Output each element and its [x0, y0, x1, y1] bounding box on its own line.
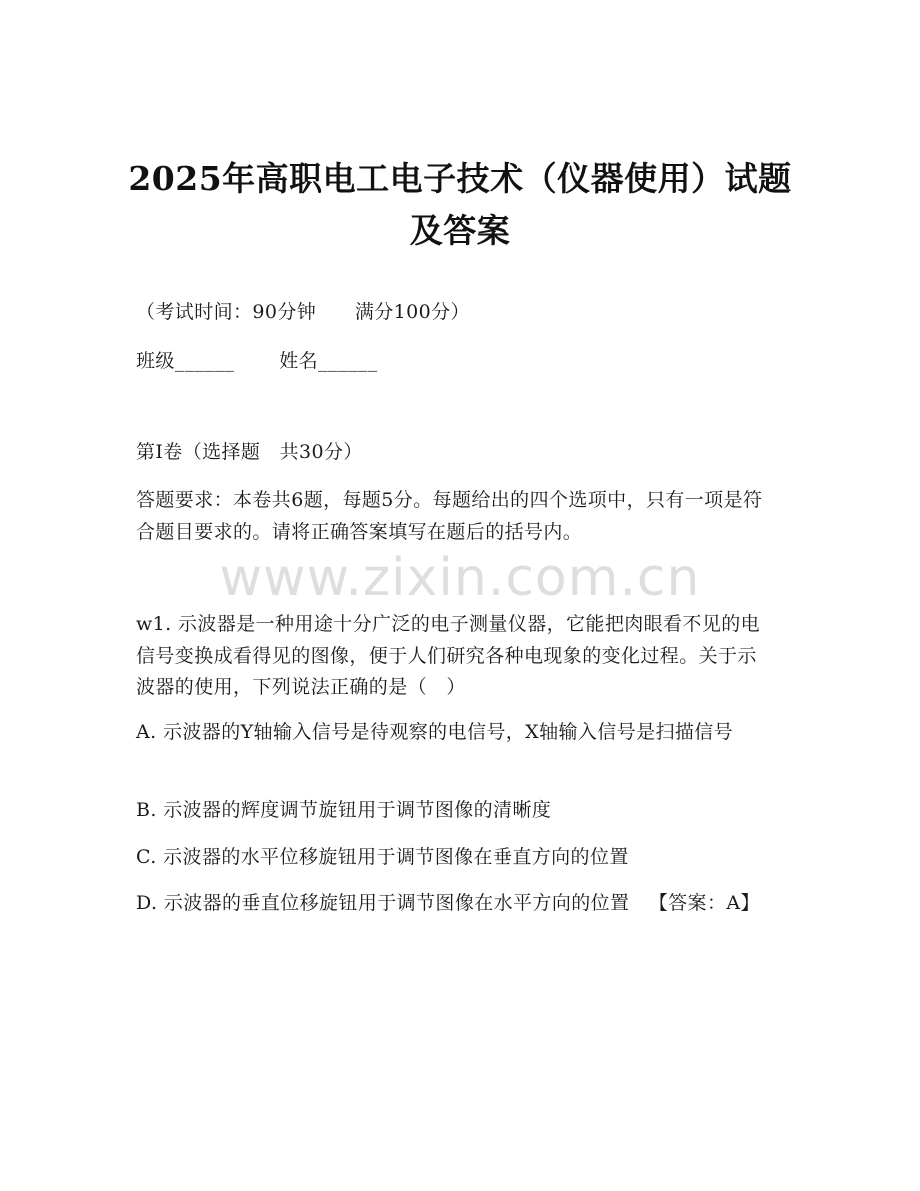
name-line: 班级______ 姓名______ — [136, 350, 378, 372]
option-b: B. 示波器的辉度调节旋钮用于调节图像的清晰度 — [136, 799, 552, 821]
section-header: 第I卷（选择题 共30分） — [136, 441, 363, 463]
document-title — [100, 153, 820, 257]
instructions: 答题要求：本卷共6题，每题5分。每题给出的四个选项中，只有一项是符合题目要求的。请将正确答案填写在题后的括号内。 — [136, 489, 763, 543]
watermark: www.zixin.com.cn — [219, 548, 701, 608]
question-stem: w1. 示波器是一种用途十分广泛的电子测量仪器，它能把肉眼看不见的电信号变换成看得见的图像，便于人们研究各种电现象的变化过程。关于示波器的使用，下列说法正确的是（ ） — [136, 613, 761, 698]
option-d: D. 示波器的垂直位移旋钮用于调节图像在水平方向的位置 【答案：A】 — [136, 892, 760, 914]
option-c: C. 示波器的水平位移旋钮用于调节图像在垂直方向的位置 — [136, 846, 629, 868]
option-a: A. 示波器的Y轴输入信号是待观察的电信号，X轴输入信号是扫描信号 — [136, 721, 734, 743]
title-line-1: 2025年高职电工电子技术（仪器使用）试题 — [128, 159, 792, 198]
exam-info: （考试时间：90分钟 满分100分） — [136, 301, 470, 323]
title-line-2: 及答案 — [409, 211, 511, 250]
